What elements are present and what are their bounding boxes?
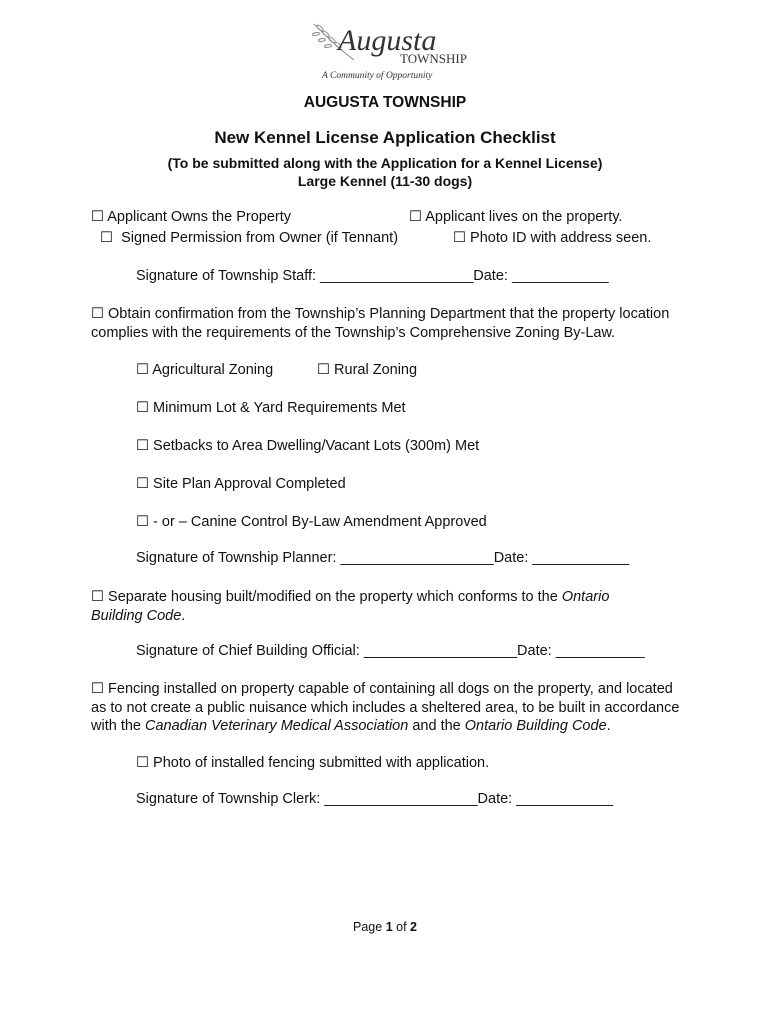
checkbox[interactable]: ☐ xyxy=(136,514,149,530)
township-heading: AUGUSTA TOWNSHIP xyxy=(303,94,467,111)
augusta-township-logo xyxy=(308,16,468,84)
checkbox[interactable]: ☐ xyxy=(91,209,104,225)
logo-tagline: A Community of Opportunity xyxy=(322,71,433,81)
checklist-item-photo-id: ☐ Photo ID with address seen. xyxy=(453,230,652,246)
signature-township-planner: Signature of Township Planner: ___________________Date: ____________ xyxy=(136,550,630,566)
checkbox[interactable]: ☐ xyxy=(91,681,104,697)
checklist-item-signed-permission: ☐ Signed Permission from Owner (if Tennant) xyxy=(100,230,399,246)
checkbox[interactable]: ☐ xyxy=(136,400,149,416)
checklist-item-lot-requirements: ☐ Minimum Lot & Yard Requirements Met xyxy=(136,400,406,416)
checkbox[interactable]: ☐ xyxy=(91,589,104,605)
checklist-item-site-plan: ☐ Site Plan Approval Completed xyxy=(136,476,346,492)
checklist-item-agricultural-zoning: ☐ Agricultural Zoning xyxy=(136,362,274,378)
checkbox[interactable]: ☐ xyxy=(409,209,422,225)
checklist-item-lives-on-property: ☐ Applicant lives on the property. xyxy=(409,209,623,225)
logo-word: TOWNSHIP xyxy=(400,51,467,66)
checkbox[interactable]: ☐ xyxy=(136,438,149,454)
subtitle-submission: (To be submitted along with the Application for a Kennel License) xyxy=(167,155,603,171)
checklist-item-separate-housing: ☐ Separate housing built/modified on the property which conforms to the Ontario Building Code. xyxy=(91,589,610,624)
checkbox[interactable]: ☐ xyxy=(453,230,466,246)
checkbox[interactable]: ☐ xyxy=(136,362,149,378)
checklist-item-fencing: ☐ Fencing installed on property capable of containing all dogs on the property, and located as to not create a public nuisance which includes a sheltered area, to be built in accordance with the Canadian Veterinary Medical Association and the Ontario Building Code. xyxy=(91,681,680,734)
checklist-item-fencing-photo: ☐ Photo of installed fencing submitted with application. xyxy=(136,755,490,771)
page-number: Page 1 of 2 xyxy=(353,920,417,934)
checklist-item-owns-property: ☐ Applicant Owns the Property xyxy=(91,209,291,225)
subtitle-kennel-size: Large Kennel (11-30 dogs) xyxy=(297,173,473,189)
checklist-item-canine-bylaw: ☐ - or – Canine Control By-Law Amendment Approved xyxy=(136,514,487,530)
checkbox[interactable]: ☐ xyxy=(91,306,104,322)
checkbox[interactable]: ☐ xyxy=(136,755,149,771)
checklist-item-setbacks: ☐ Setbacks to Area Dwelling/Vacant Lots (300m) Met xyxy=(136,438,480,454)
signature-township-staff: Signature of Township Staff: ___________________Date: ____________ xyxy=(136,268,609,284)
logo-name: Augusta xyxy=(338,24,437,57)
checklist-item-planning-confirmation: ☐ Obtain confirmation from the Township’s Planning Department that the property location complies with the requirements of the Township’s Comprehensive Zoning By-Law. xyxy=(91,306,670,341)
checkbox[interactable]: ☐ xyxy=(136,476,149,492)
checkbox[interactable]: ☐ xyxy=(317,362,330,378)
checkbox[interactable]: ☐ xyxy=(100,230,113,246)
signature-township-clerk: Signature of Township Clerk: ___________________Date: ____________ xyxy=(136,791,614,807)
checklist-item-rural-zoning: ☐ Rural Zoning xyxy=(317,362,418,378)
page-title: New Kennel License Application Checklist xyxy=(214,128,556,147)
signature-chief-building-official: Signature of Chief Building Official: ___________________Date: ___________ xyxy=(136,643,645,659)
